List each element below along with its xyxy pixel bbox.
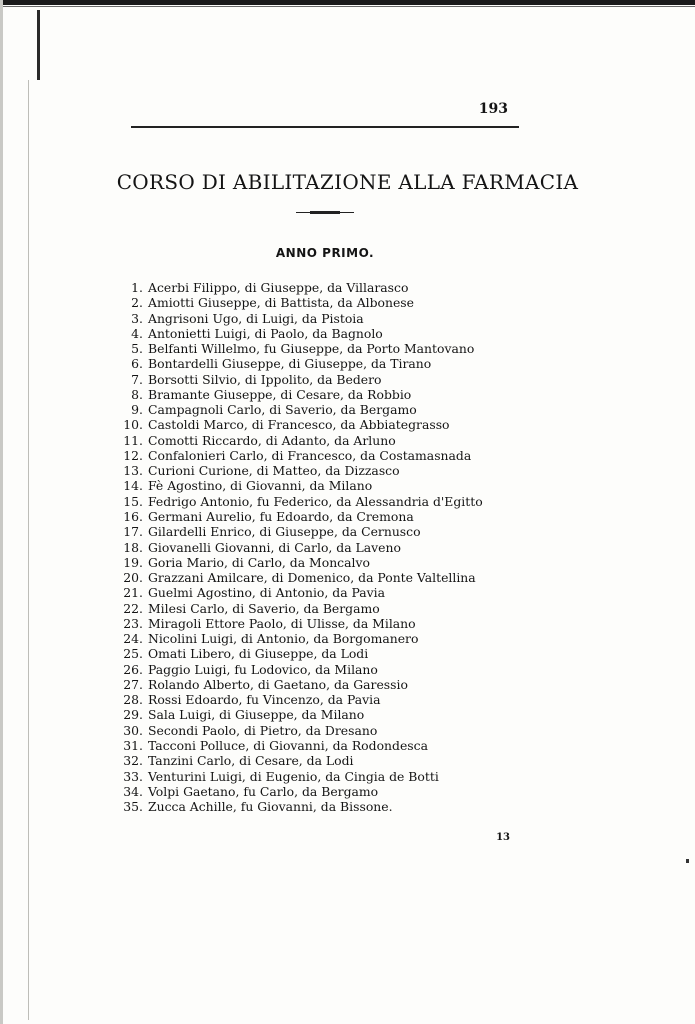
list-item-text: Belfanti Willelmo, fu Giuseppe, da Porto Mantovano: [148, 341, 475, 357]
list-item: [103, 356, 523, 371]
list-item-number: 27.: [123, 676, 143, 692]
list-item-text: Curioni Curione, di Matteo, da Dizzasco: [148, 463, 400, 479]
list-item-text: Grazzani Amilcare, di Domenico, da Ponte Valtellina: [148, 570, 476, 586]
list-item-number: 32.: [123, 753, 143, 769]
list-item: [103, 677, 523, 692]
list-item-number: 31.: [123, 737, 143, 753]
ornament-center: [310, 211, 340, 214]
list-item: [103, 478, 523, 493]
section-heading: ANNO PRIMO.: [275, 246, 375, 260]
list-item-text: Rolando Alberto, di Gaetano, da Garessio: [148, 676, 408, 692]
list-item: [103, 524, 523, 539]
list-item-text: Confalonieri Carlo, di Francesco, da Costamasnada: [148, 447, 472, 463]
list-item-number: 28.: [123, 692, 143, 708]
list-item: [103, 723, 523, 738]
list-item: [103, 631, 523, 646]
list-item: [103, 799, 523, 814]
list-item-number: 22.: [123, 600, 143, 616]
list-item: [103, 570, 523, 585]
list-item: [103, 494, 523, 509]
list-item: [103, 341, 523, 356]
binding-mark: [37, 10, 40, 80]
list-item-number: 29.: [123, 707, 143, 723]
list-item: [103, 707, 523, 722]
list-item: [103, 738, 523, 753]
list-item: [103, 295, 523, 310]
list-item-text: Secondi Paolo, di Pietro, da Dresano: [148, 722, 378, 738]
list-item-text: Milesi Carlo, di Saverio, da Bergamo: [148, 600, 380, 616]
list-item-text: Tacconi Polluce, di Giovanni, da Rodondesca: [148, 737, 428, 753]
list-item-text: Venturini Luigi, di Eugenio, da Cingia de Botti: [148, 768, 439, 784]
list-item: [103, 646, 523, 661]
list-item-text: Nicolini Luigi, di Antonio, da Borgomanero: [148, 631, 419, 647]
list-item: [103, 784, 523, 799]
list-item: [103, 662, 523, 677]
list-item-number: 9.: [131, 402, 143, 418]
list-item-text: Miragoli Ettore Paolo, di Ulisse, da Milano: [148, 615, 416, 631]
page-top-edge-line: [0, 6, 695, 7]
signature-mark: 13: [496, 832, 510, 843]
list-item-text: Sala Luigi, di Giuseppe, da Milano: [148, 707, 365, 723]
list-item-text: Paggio Luigi, fu Lodovico, da Milano: [148, 661, 378, 677]
list-item: [103, 585, 523, 600]
list-item: [103, 753, 523, 768]
list-item: [103, 692, 523, 707]
list-item: [103, 417, 523, 432]
list-item-text: Angrisoni Ugo, di Luigi, da Pistoia: [148, 310, 364, 326]
list-item-number: 8.: [131, 386, 143, 402]
list-item-text: Volpi Gaetano, fu Carlo, da Bergamo: [148, 783, 379, 799]
list-item-text: Bramante Giuseppe, di Cesare, da Robbio: [148, 386, 412, 402]
list-item: [103, 616, 523, 631]
list-item-text: Acerbi Filippo, di Giuseppe, da Villarasco: [148, 280, 409, 295]
student-list: [103, 280, 523, 814]
list-item-text: Campagnoli Carlo, di Saverio, da Bergamo: [148, 402, 417, 418]
page-top-edge: [0, 0, 695, 5]
list-item-number: 35.: [123, 799, 143, 815]
list-item-text: Castoldi Marco, di Francesco, da Abbiategrasso: [148, 417, 450, 433]
page-number: 193: [478, 101, 508, 117]
list-item: [103, 509, 523, 524]
list-item-number: 24.: [123, 631, 143, 647]
list-item-number: 4.: [131, 325, 143, 341]
list-item-text: Giovanelli Giovanni, di Carlo, da Laveno: [148, 539, 401, 555]
list-item: [103, 387, 523, 402]
list-item-number: 16.: [123, 508, 143, 524]
list-item: [103, 540, 523, 555]
ornament-divider: [296, 209, 354, 215]
list-item: [103, 402, 523, 417]
list-item-number: 33.: [123, 768, 143, 784]
list-item-number: 3.: [131, 310, 143, 326]
list-item-text: Antonietti Luigi, di Paolo, da Bagnolo: [148, 325, 383, 341]
list-item-number: 12.: [123, 447, 143, 463]
page-left-shadow: [0, 0, 3, 1024]
binding-line: [28, 80, 29, 1020]
list-item-text: Germani Aurelio, fu Edoardo, da Cremona: [148, 508, 414, 524]
list-item-text: Comotti Riccardo, di Adanto, da Arluno: [148, 432, 396, 448]
list-item-number: 7.: [131, 371, 143, 387]
list-item-number: 20.: [123, 570, 143, 586]
list-item: [103, 555, 523, 570]
list-item: [103, 372, 523, 387]
list-item-text: Fedrigo Antonio, fu Federico, da Alessandria d'Egitto: [148, 493, 483, 509]
list-item-text: Zucca Achille, fu Giovanni, da Bissone.: [148, 799, 393, 815]
list-item-number: 5.: [131, 341, 143, 357]
list-item-number: 11.: [123, 432, 143, 448]
list-item-number: 17.: [123, 524, 143, 540]
list-item-number: 26.: [123, 661, 143, 677]
list-item: [103, 601, 523, 616]
list-item-text: Guelmi Agostino, di Antonio, da Pavia: [148, 585, 386, 601]
list-item-number: 6.: [131, 356, 143, 372]
list-item: [103, 326, 523, 341]
list-item-number: 23.: [123, 615, 143, 631]
list-item-number: 13.: [123, 463, 143, 479]
list-item-text: Rossi Edoardo, fu Vincenzo, da Pavia: [148, 692, 381, 708]
list-item-number: 18.: [123, 539, 143, 555]
list-item-number: 19.: [123, 554, 143, 570]
list-item-number: 30.: [123, 722, 143, 738]
header-rule: [131, 126, 519, 128]
page-title: CORSO DI ABILITAZIONE ALLA FARMACIA: [116, 170, 579, 194]
list-item-number: 10.: [123, 417, 143, 433]
list-item-text: Tanzini Carlo, di Cesare, da Lodi: [148, 753, 354, 769]
list-item: [103, 311, 523, 326]
list-item: [103, 463, 523, 478]
list-item: [103, 448, 523, 463]
list-item-number: 14.: [123, 478, 143, 494]
list-item-number: 2.: [131, 295, 143, 311]
list-item-text: Goria Mario, di Carlo, da Moncalvo: [148, 554, 370, 570]
list-item-text: Bontardelli Giuseppe, di Giuseppe, da Tirano: [148, 356, 432, 372]
list-item-number: 25.: [123, 646, 143, 662]
list-item-number: 21.: [123, 585, 143, 601]
list-item-text: Gilardelli Enrico, di Giuseppe, da Cernusco: [148, 524, 421, 540]
list-item-text: Amiotti Giuseppe, di Battista, da Albonese: [148, 295, 414, 311]
list-item-text: Fè Agostino, di Giovanni, da Milano: [148, 478, 373, 494]
list-item-number: 15.: [123, 493, 143, 509]
ink-speck: [686, 859, 689, 863]
list-item-number: 34.: [123, 783, 143, 799]
list-item: [103, 433, 523, 448]
list-item-text: Omati Libero, di Giuseppe, da Lodi: [148, 646, 369, 662]
list-item-text: Borsotti Silvio, di Ippolito, da Bedero: [148, 371, 382, 387]
list-item: [103, 280, 523, 295]
list-item-number: 1.: [131, 280, 143, 295]
list-item: [103, 769, 523, 784]
